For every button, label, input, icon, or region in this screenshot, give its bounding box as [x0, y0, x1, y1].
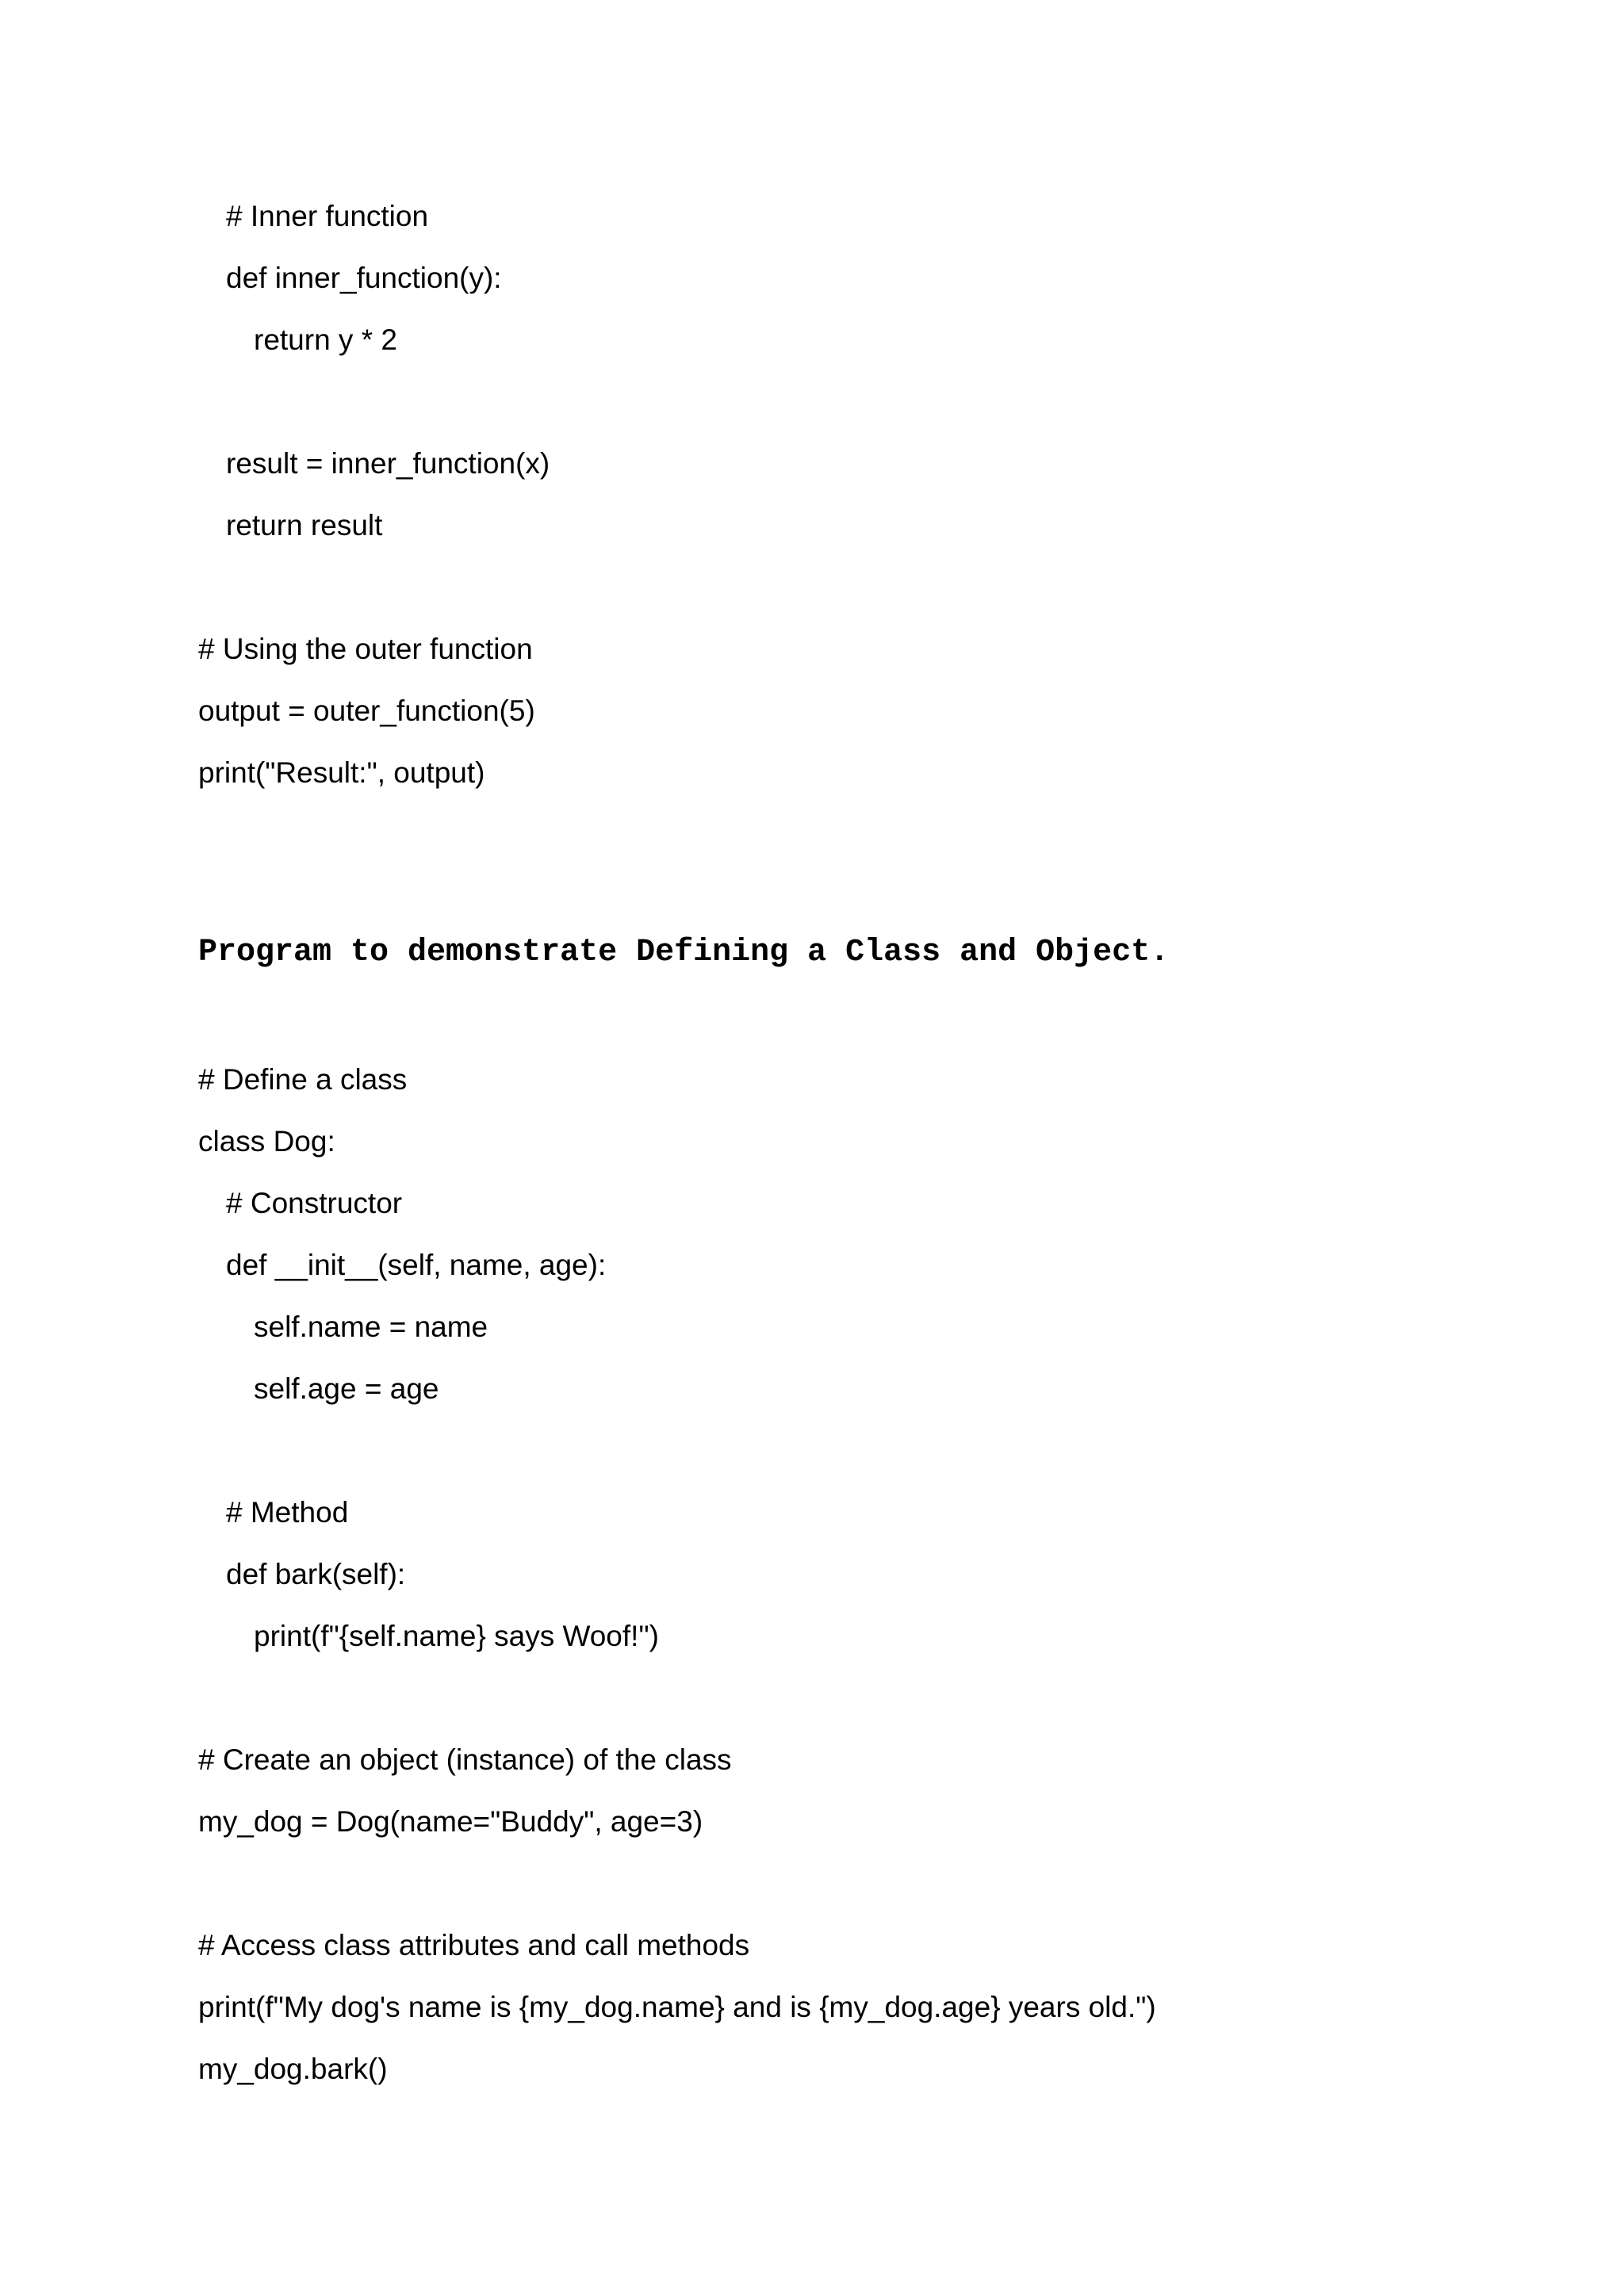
code-block-class-definition: [0, 1049, 1624, 2100]
code-line: def inner_function(y):: [226, 262, 502, 294]
code-line: def bark(self):: [226, 1558, 406, 1590]
code-line: output = outer_function(5): [198, 695, 535, 727]
code-line: # Constructor: [226, 1187, 403, 1219]
code-line: # Define a class: [198, 1063, 408, 1096]
code-line: # Method: [226, 1496, 349, 1529]
code-line: my_dog.bark(): [198, 2053, 388, 2085]
code-line: # Inner function: [226, 200, 429, 232]
code-line: # Using the outer function: [198, 633, 533, 665]
code-block-outer-function: [0, 186, 1624, 804]
code-line: print(f"{self.name} says Woof!"): [254, 1620, 659, 1652]
blank-line: [0, 557, 1624, 618]
code-line: my_dog = Dog(name="Buddy", age=3): [198, 1805, 703, 1838]
code-line: print("Result:", output): [198, 756, 485, 789]
blank-line: [0, 1853, 1624, 1915]
blank-line: [0, 1420, 1624, 1482]
code-line: class Dog:: [198, 1125, 335, 1158]
code-line: self.age = age: [254, 1372, 439, 1405]
code-line: # Create an object (instance) of the class: [198, 1743, 732, 1776]
code-line: print(f"My dog's name is {my_dog.name} and is {my_dog.age} years old."): [198, 1991, 1156, 2023]
code-line: self.name = name: [254, 1311, 488, 1343]
code-line: def __init__(self, name, age):: [226, 1249, 607, 1281]
blank-line: [0, 371, 1624, 433]
code-line: result = inner_function(x): [226, 447, 550, 480]
blank-line: [0, 1667, 1624, 1729]
code-line: return y * 2: [254, 323, 397, 356]
code-line: return result: [226, 509, 383, 541]
code-line: # Access class attributes and call methods: [198, 1929, 750, 1961]
section-heading: Program to demonstrate Defining a Class and Object.: [198, 935, 1170, 970]
